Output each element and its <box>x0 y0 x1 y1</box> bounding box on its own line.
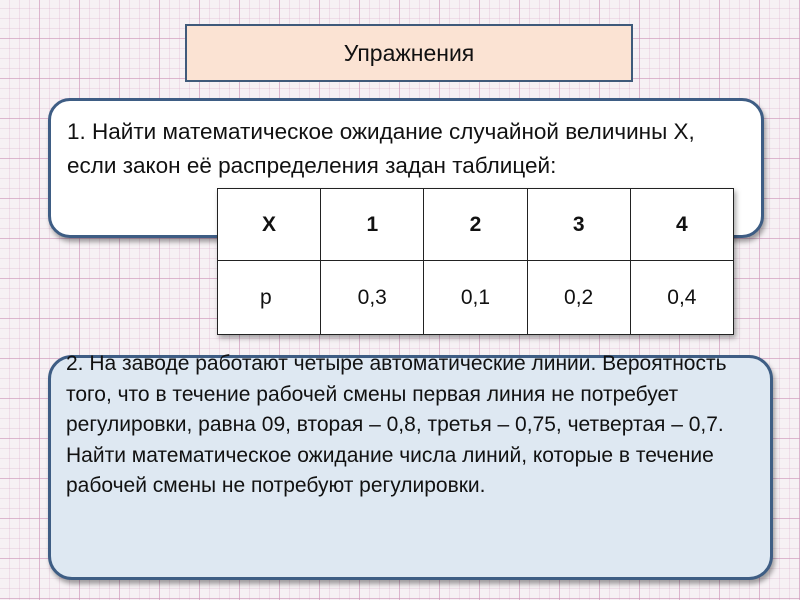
table-row <box>218 261 734 335</box>
table-cell: 0,3 <box>321 261 424 335</box>
table-cell: 0,4 <box>630 261 733 335</box>
table-header-cell: 3 <box>527 189 630 261</box>
table-header-row <box>218 189 734 261</box>
table-cell: 0,2 <box>527 261 630 335</box>
task-2-text: 2. На заводе работают четыре автоматические линии. Вероятность того, что в течение рабочей смены первая линия не потребует регулировки, равна 09, вторая – 0,8, третья – 0,75, четвертая – 0,7. Найти математическое ожидание числа линий, которые в течение рабочей смены не потребуют регулировки. <box>66 352 727 497</box>
table-header-cell: 1 <box>321 189 424 261</box>
table-header-cell: 2 <box>424 189 527 261</box>
task-1-text: 1. Найти математическое ожидание случайной величины X, если закон её распределения задан таблицей: <box>67 119 695 178</box>
table-header-cell: X <box>218 189 321 261</box>
slide-title-text: Упражнения <box>343 39 475 66</box>
table-cell: 0,1 <box>424 261 527 335</box>
table-cell: p <box>218 261 321 335</box>
distribution-table <box>217 188 734 335</box>
table-header-cell: 4 <box>630 189 733 261</box>
slide-title <box>185 24 633 82</box>
